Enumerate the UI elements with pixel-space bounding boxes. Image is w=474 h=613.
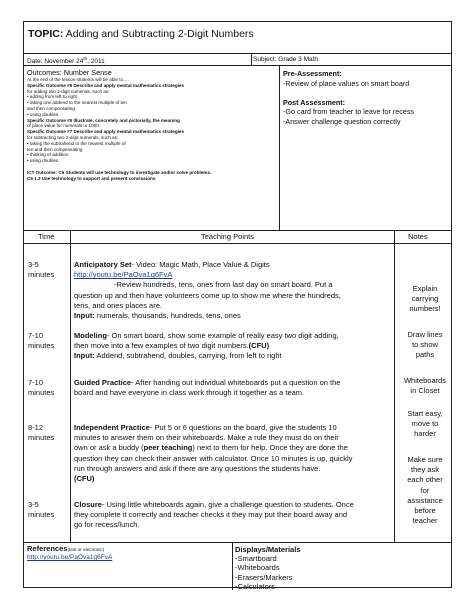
note-cell: Start easy, move to harder [407,409,443,439]
topic-row [24,22,451,54]
outcome-line: of place value for numerals to 1000. [27,123,101,129]
outcome-line: • thinking of addition [27,152,69,158]
date-row [24,54,451,66]
note-cell: Draw lines to show paths [407,330,443,360]
outcomes-cell [24,66,279,230]
time-cell: 3-5 minutes [28,500,55,519]
material-item: -Whiteboards [235,563,280,573]
material-item: -Calculators [235,581,276,591]
independent-practice-section: Independent Practice- Put 5 or 6 questions on the board, give the students 10 minutes to answer them on their whiteboards. Make a rule they must do on their own or ask a buddy (peer teaching) next to them for help. Once they are done the question they can check their answer with calculator. Once 10 minutes is up, quickly run through answers and ask if there are any questions the students have. (CFU) [74,423,353,484]
pre-assessment-heading: Pre-Assessment: [283,69,342,78]
outcome-line: At the end of the lesson students will be able to…. [27,77,129,82]
topic-label: TOPIC: [28,28,64,40]
outcome-line: C6 1.3 Use technology to support and present conclusions [27,175,156,181]
outcome-line: Specific Outcome #5 Illustrate, concretely and pictorially, the meaning [27,117,180,123]
time-cell: 3-5 minutes [28,260,55,279]
outcome-line: and then compensating [27,105,75,111]
guided-practice-section: Guided Practice- After handing out individual whiteboards put a question on the board and have everyone in class work through it together as a team. [74,378,341,398]
modeling-section: Modeling- On smart board, show some example of really easy two digit adding, then move into a few examples of two digit numbers.(CFU) Input: Addend, subtrahend, doubles, carrying, from left to right [74,331,339,361]
material-item: -Erasers/Markers [235,572,293,582]
outcome-line: • taking one addend to the nearest multiple of ten [27,100,127,106]
topic-title: Adding and Subtracting 2-Digit Numbers [65,28,254,40]
outcome-line: Specific Outcome #6 Describe and apply mental mathematics strategies [27,82,185,88]
outcome-line: • adding from left to right [27,94,77,100]
outcome-line: • taking the subtrahend to the nearest multiple of [27,140,126,146]
bottom-row [24,542,451,590]
outcomes-heading: Outcomes: Number Sense [27,68,112,77]
assessment-cell [280,66,453,230]
outcome-line: for subtracting two 2-digit numerals, such as: [27,134,119,140]
references-cell: References(text or electronic) http://youtu.be/PaOva1g6FvA [27,544,113,561]
subject-field: Subject: Grade 3 Math [253,56,319,63]
outcome-line: for adding two 2-digit numerals, such as: [27,88,110,94]
outcome-line: • using doubles. [27,158,60,164]
header-time: Time [38,232,55,241]
note-cell: Make sure they ask each other for assistance before teacher [407,455,443,526]
date-field: Date: November 24th, 2011 [27,56,105,66]
closure-section: Closure- Using little whiteboards again, give a challenge question to students. Once they complete it correctly and teacher checks it they may put their board away and go for recess/lunch. [74,500,354,530]
video-link[interactable]: http://youtu.be/PaOva1g6FvA [74,270,173,280]
post-assessment-item: -Go card from teacher to leave for recess [283,107,415,116]
outcome-line: • using doubles. [27,111,60,117]
note-cell: Explain carrying numbers! [409,284,441,314]
pre-assessment-item: -Review of place values on smart board [283,78,410,88]
materials-cell: Displays/Materials -Smartboard -Whiteboards -Erasers/Markers -Calculators [235,545,301,591]
outcome-line: ICT Outcome: C6 Students will use technology to investigate and/or solve problems. [27,169,212,175]
time-cell: 8-12 minutes [28,423,55,442]
outcome-line: ten and then compensating [27,146,83,152]
anticipatory-set-section: Anticipatory Set- Video: Magic Math, Place Value & Digits http://youtu.be/PaOva1g6FvA -Review hundreds, tens, ones from last day on smart board. Put a question up and then have volunteers come up to show me where the hundreds, tens, and ones places are. Input: numerals, thousands, hundreds, tens, ones [74,260,341,321]
reference-link[interactable]: http://youtu.be/PaOva1g6FvA [27,554,113,561]
time-cell: 7-10 minutes [28,378,55,397]
time-cell: 7-10 minutes [28,331,55,350]
lesson-plan [23,21,452,591]
post-assessment-item: -Answer challenge question correctly [283,116,401,126]
outcome-line: Specific Outcome #7 Describe and apply mental mathematics strategies [27,129,185,135]
table-body [24,242,451,542]
header-notes: Notes [408,232,428,241]
header-teaching-points: Teaching Points [201,232,254,241]
material-item: -Smartboard [235,554,277,564]
post-assessment-heading: Post Assessment: [283,97,346,107]
note-cell: Whiteboards in Closet [403,376,447,396]
